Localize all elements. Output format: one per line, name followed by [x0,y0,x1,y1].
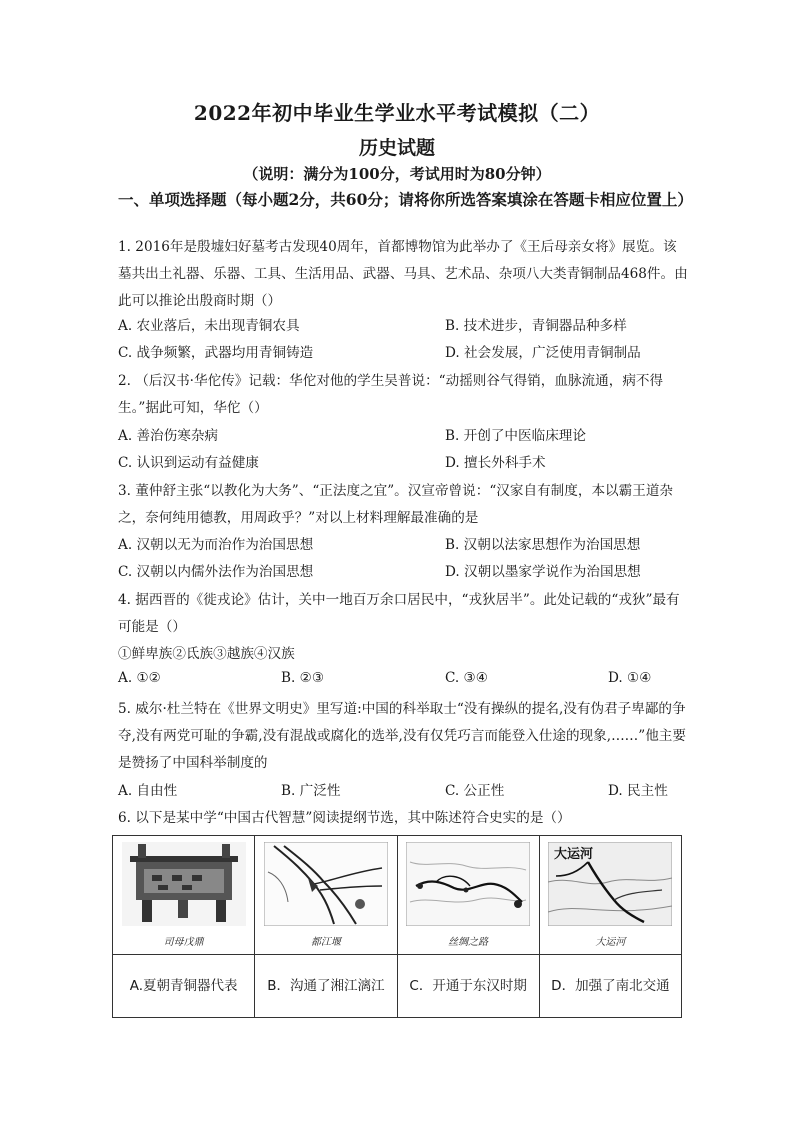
image-caption: 丝绸之路 [448,937,489,948]
cell-simuwu-ding [113,836,255,955]
option: A. ①② [118,670,161,686]
option: D. 汉朝以墨家学说作为治国思想 [445,564,641,580]
map-label: 大运河 [554,847,594,862]
option: C. 认识到运动有益健康 [118,455,259,471]
bronze-ding-image [122,842,246,926]
table-cell: A.夏朝青铜器代表 [113,955,255,1018]
question-6-table [112,835,682,1018]
option: C. 汉朝以内儒外法作为治国思想 [118,564,314,580]
option: D. ①④ [608,670,652,686]
section-heading: 一、单项选择题（每小题2分，共60分；请将你所选答案填涂在答题卡相应位置上） [118,190,693,209]
question-5-stem: 5. 威尔·杜兰特在《世界文明史》里写道:中国的科举取士“没有操纵的提名,没有伪君子卑鄙的争夺,没有两党可耻的争霸,没有混战或腐化的选举,没有仅凭巧言而能登入仕途的现象,……”他主要是赞扬了中国科举制度的 [118,701,686,771]
option: D. 社会发展，广泛使用青铜制品 [445,345,641,361]
cell-silk-road [397,836,539,955]
question-1-stem: 1. 2016年是殷墟妇好墓考古发现40周年，首都博物馆为此举办了《王后母亲女将》展览。该墓共出土礼器、乐器、工具、生活用品、武器、马具、艺术品、杂项八大类青铜制品468件。由此可以推论出殷商时期（） [118,239,688,309]
question-4-options [118,670,688,696]
grand-canal-map-image [548,842,672,926]
table-row-images [113,836,682,955]
table-cell: C．开通于东汉时期 [397,955,539,1018]
dujiangyan-map-image [264,842,388,926]
question-4-list: ①鲜卑族②氐族③越族④汉族 [118,646,295,662]
image-caption: 司母戊鼎 [163,937,204,948]
exam-note: （说明：满分为100分，考试用时为80分钟） [243,165,551,183]
question-3-options-row2 [118,560,688,586]
option: D. 民主性 [608,783,668,799]
option: A. 农业落后，未出现青铜农具 [118,318,300,334]
table-cell: B．沟通了湘江漓江 [255,955,397,1018]
question-1-options-row2 [118,341,688,367]
option: B. 技术进步，青铜器品种多样 [445,318,627,334]
table-row-statements [113,955,682,1018]
cell-grand-canal [539,836,681,955]
question-2-options-row1 [118,424,688,450]
option: B. 汉朝以法家思想作为治国思想 [445,537,641,553]
question-3-stem: 3. 董仲舒主张“以教化为大务”、“正法度之宜”。汉宣帝曾说：“汉家自有制度，本以霸王道杂之，奈何纯用德教，用周政乎？”对以上材料理解最准确的是 [118,483,674,526]
option: C. 战争频繁，武器均用青铜铸造 [118,345,314,361]
silk-road-map-image [406,842,530,926]
option: A. 汉朝以无为而治作为治国思想 [118,537,314,553]
question-4-stem: 4. 据西晋的《徙戎论》估计，关中一地百万余口居民中，“戎狄居半”。此处记载的“戎狄”最有可能是（） [118,592,680,635]
image-caption: 大运河 [595,937,626,948]
question-6-stem: 6. 以下是某中学“中国古代智慧”阅读提纲节选，其中陈述符合史实的是（） [118,810,571,826]
exam-title: 2022年初中毕业生学业水平考试模拟（二） [193,101,601,125]
question-2-stem: 2. （后汉书·华佗传》记载：华佗对他的学生吴普说：“动摇则谷气得销，血脉流通，病不得生。”据此可知，华佗（） [118,373,664,416]
option: B. ②③ [281,670,325,686]
image-caption: 都江堰 [310,937,341,948]
exam-subtitle: 历史试题 [358,137,435,159]
table-cell: D．加强了南北交通 [539,955,681,1018]
question-3-options-row1 [118,533,688,559]
option: A. 自由性 [118,783,178,799]
option: D. 擅长外科手术 [445,455,546,471]
cell-dujiangyan [255,836,397,955]
option: A. 善治伤寒杂病 [118,428,219,444]
question-2-options-row2 [118,451,688,477]
option: B. 广泛性 [281,783,341,799]
option: C. ③④ [445,670,488,686]
option: C. 公正性 [445,783,505,799]
question-1-options-row1 [118,314,688,340]
question-5-options [118,779,688,805]
option: B. 开创了中医临床理论 [445,428,586,444]
